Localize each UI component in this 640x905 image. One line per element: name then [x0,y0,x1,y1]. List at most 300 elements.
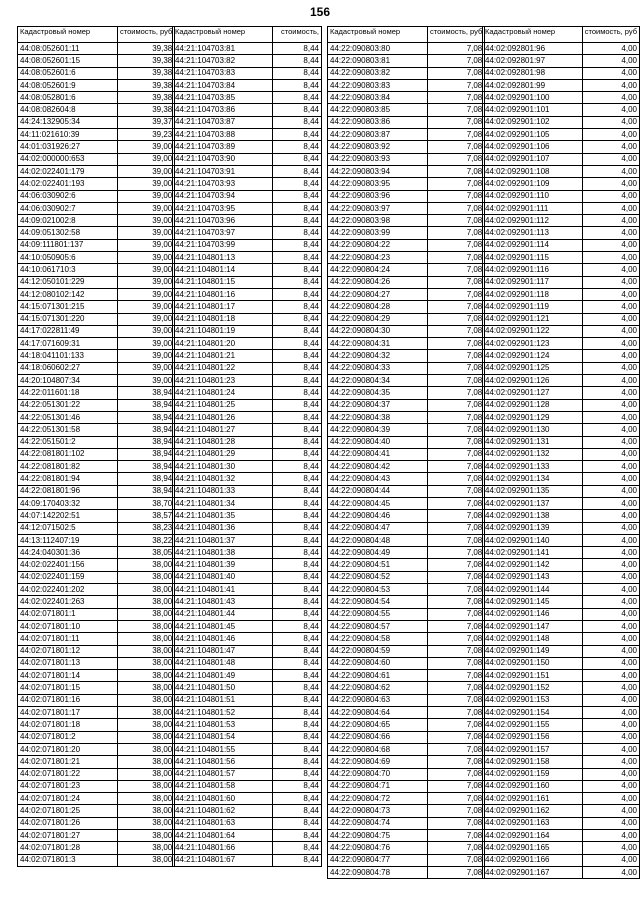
cadastral-number-cell: 44:22:090803:80 [328,43,428,55]
table-row [173,350,322,362]
table-row [483,620,640,632]
cadastral-number-cell: 44:22:090804:46 [328,510,428,522]
header-cadastral-number: Кадастровый номер [18,27,118,43]
cost-cell: 8,44 [273,436,322,448]
table-row [328,375,485,387]
cost-cell: 4,00 [582,55,639,67]
table-row [483,596,640,608]
table-row [483,756,640,768]
cadastral-number-cell: 44:22:090804:73 [328,805,428,817]
table-row [173,79,322,91]
cost-cell: 4,00 [582,325,639,337]
cadastral-number-cell: 44:02:022401:202 [18,584,118,596]
cadastral-number-cell: 44:22:090804:44 [328,485,428,497]
cadastral-number-cell: 44:21:104801:60 [173,793,273,805]
cost-cell: 38,00 [118,805,175,817]
cost-cell: 8,44 [273,215,322,227]
cost-cell: 38,00 [118,842,175,854]
cost-cell: 38,23 [118,522,175,534]
table-row [328,215,485,227]
cost-cell: 8,44 [273,793,322,805]
cost-cell: 7,08 [428,670,485,682]
cost-cell: 38,00 [118,559,175,571]
cost-cell: 8,44 [273,497,322,509]
cost-cell: 4,00 [582,620,639,632]
cadastral-number-cell: 44:22:090804:28 [328,301,428,313]
table-row [173,301,322,313]
table-row [328,780,485,792]
cost-cell: 7,08 [428,116,485,128]
cadastral-number-cell: 44:21:104703:83 [173,67,273,79]
cost-cell: 38,00 [118,854,175,866]
table-row [328,43,485,55]
table-row [328,485,485,497]
table-row [328,178,485,190]
table-row [18,325,175,337]
cost-cell: 8,44 [273,522,322,534]
table-row [173,375,322,387]
table-row [173,682,322,694]
cost-cell: 39,00 [118,362,175,374]
cost-cell: 4,00 [582,104,639,116]
table-row [483,55,640,67]
cost-cell: 8,44 [273,399,322,411]
cost-cell: 4,00 [582,780,639,792]
cadastral-number-cell: 44:22:090804:63 [328,694,428,706]
table-row [483,313,640,325]
cost-cell: 7,08 [428,43,485,55]
cadastral-number-cell: 44:02:092901:152 [483,682,583,694]
table-row [483,276,640,288]
cost-cell: 7,08 [428,485,485,497]
cadastral-number-cell: 44:22:090803:97 [328,202,428,214]
cadastral-number-cell: 44:21:104801:15 [173,276,273,288]
cost-cell: 38,94 [118,411,175,423]
cadastral-number-cell: 44:24:132905:34 [18,116,118,128]
cost-cell: 4,00 [582,657,639,669]
cost-cell: 7,08 [428,313,485,325]
table-row [173,497,322,509]
table-row [328,719,485,731]
cadastral-number-cell: 44:22:011601:18 [18,387,118,399]
table-row [18,608,175,620]
cost-cell: 7,08 [428,756,485,768]
table-row [328,547,485,559]
table-row [173,153,322,165]
table-row [328,608,485,620]
table-row [483,239,640,251]
table-row [18,534,175,546]
cadastral-number-cell: 44:21:104703:90 [173,153,273,165]
cost-cell: 39,00 [118,227,175,239]
cost-cell: 38,00 [118,707,175,719]
cost-cell: 8,44 [273,276,322,288]
table-row [173,707,322,719]
cadastral-number-cell: 44:02:092901:129 [483,411,583,423]
table-row [328,104,485,116]
cadastral-number-cell: 44:22:090804:26 [328,276,428,288]
table-row [328,350,485,362]
header-cadastral-number: Кадастровый номер [328,27,428,43]
cost-cell: 7,08 [428,178,485,190]
cost-cell: 4,00 [582,448,639,460]
cost-cell: 4,00 [582,116,639,128]
cadastral-number-cell: 44:02:071801:1 [18,608,118,620]
cadastral-number-cell: 44:22:090804:31 [328,338,428,350]
cadastral-number-cell: 44:22:090803:98 [328,215,428,227]
cadastral-number-cell: 44:22:081801:96 [18,485,118,497]
cost-cell: 38,00 [118,830,175,842]
cost-cell: 4,00 [582,645,639,657]
cost-cell: 39,00 [118,239,175,251]
table-row [173,805,322,817]
cost-cell: 8,44 [273,92,322,104]
header-cadastral-number: Кадастровый номер [483,27,583,43]
cadastral-number-cell: 44:02:092901:137 [483,497,583,509]
table-row [483,608,640,620]
cadastral-number-cell: 44:08:052601:9 [18,79,118,91]
cadastral-number-cell: 44:21:104801:48 [173,657,273,669]
cost-cell: 38,00 [118,657,175,669]
cost-cell: 4,00 [582,387,639,399]
table-row [173,239,322,251]
cost-cell: 38,00 [118,731,175,743]
cadastral-number-cell: 44:21:104703:96 [173,215,273,227]
cost-cell: 8,44 [273,129,322,141]
cadastral-number-cell: 44:02:092901:144 [483,584,583,596]
cost-cell: 4,00 [582,670,639,682]
cadastral-number-cell: 44:21:104801:55 [173,743,273,755]
cost-cell: 7,08 [428,411,485,423]
table-row [173,854,322,866]
cost-cell: 38,00 [118,608,175,620]
table-row [328,768,485,780]
table-row [18,43,175,55]
page-number: 156 [309,5,331,19]
table-row [173,264,322,276]
cadastral-number-cell: 44:02:071801:16 [18,694,118,706]
table-row [173,461,322,473]
cost-cell: 8,44 [273,448,322,460]
table-row [18,461,175,473]
cost-cell: 7,08 [428,707,485,719]
table-row [328,830,485,842]
cadastral-number-cell: 44:22:090804:23 [328,252,428,264]
cadastral-number-cell: 44:02:092901:113 [483,227,583,239]
cadastral-number-cell: 44:02:092901:155 [483,719,583,731]
cost-cell: 4,00 [582,227,639,239]
cost-cell: 8,44 [273,104,322,116]
cadastral-number-cell: 44:02:092901:125 [483,362,583,374]
cadastral-number-cell: 44:02:092901:164 [483,830,583,842]
cadastral-number-cell: 44:02:092901:167 [483,866,583,878]
table-row [173,387,322,399]
table-row [483,227,640,239]
table-row [18,424,175,436]
table-row [18,202,175,214]
cost-cell: 39,38 [118,43,175,55]
cadastral-number-cell: 44:02:092901:114 [483,239,583,251]
table-row [483,534,640,546]
cadastral-number-cell: 44:02:092901:143 [483,571,583,583]
cadastral-number-cell: 44:22:081801:102 [18,448,118,460]
cadastral-number-cell: 44:22:090804:49 [328,547,428,559]
table-row [173,756,322,768]
cost-cell: 4,00 [582,768,639,780]
cost-cell: 8,44 [273,190,322,202]
cadastral-number-cell: 44:22:090804:22 [328,239,428,251]
cadastral-number-cell: 44:09:111801:137 [18,239,118,251]
table-row [173,276,322,288]
cost-cell: 8,44 [273,620,322,632]
table-row [173,252,322,264]
table-row [173,473,322,485]
table-row [18,313,175,325]
cost-cell: 39,38 [118,67,175,79]
table-row [328,55,485,67]
table-row [328,92,485,104]
cadastral-number-cell: 44:21:104801:25 [173,399,273,411]
table-row [328,805,485,817]
cost-cell: 38,00 [118,633,175,645]
table-row [173,842,322,854]
table-row [328,252,485,264]
cadastral-number-cell: 44:02:092901:106 [483,141,583,153]
cadastral-number-cell: 44:22:090803:92 [328,141,428,153]
table-row [173,190,322,202]
cost-cell: 39,00 [118,264,175,276]
cost-cell: 4,00 [582,399,639,411]
table-row [483,559,640,571]
cadastral-number-cell: 44:22:090804:78 [328,866,428,878]
cadastral-number-cell: 44:22:090804:29 [328,313,428,325]
cost-cell: 7,08 [428,473,485,485]
cost-cell: 8,44 [273,375,322,387]
table-row [483,854,640,866]
cost-cell: 38,00 [118,817,175,829]
cost-cell: 7,08 [428,817,485,829]
cadastral-number-cell: 44:02:071801:18 [18,719,118,731]
cost-cell: 7,08 [428,375,485,387]
cost-cell: 8,44 [273,682,322,694]
table-row [483,830,640,842]
cadastral-number-cell: 44:22:090804:71 [328,780,428,792]
cadastral-number-cell: 44:02:092901:110 [483,190,583,202]
cadastral-number-cell: 44:22:090803:96 [328,190,428,202]
cadastral-number-cell: 44:22:090803:85 [328,104,428,116]
cadastral-number-cell: 44:21:104801:13 [173,252,273,264]
table-row [18,584,175,596]
cost-cell: 39,00 [118,252,175,264]
table-row [328,707,485,719]
cadastral-number-cell: 44:21:104703:89 [173,141,273,153]
cadastral-number-cell: 44:22:090804:35 [328,387,428,399]
cost-cell: 8,44 [273,510,322,522]
table-row [483,141,640,153]
cadastral-number-cell: 44:21:104703:95 [173,202,273,214]
table-row [18,399,175,411]
table-row [18,719,175,731]
cadastral-number-cell: 44:22:090803:83 [328,79,428,91]
table-row [328,338,485,350]
cost-cell: 7,08 [428,362,485,374]
cost-cell: 7,08 [428,350,485,362]
table-row [483,190,640,202]
cadastral-number-cell: 44:06:030902:7 [18,202,118,214]
table-row [173,670,322,682]
cadastral-number-cell: 44:02:092901:116 [483,264,583,276]
cadastral-number-cell: 44:22:090804:33 [328,362,428,374]
cadastral-number-cell: 44:21:104801:17 [173,301,273,313]
table-row [173,731,322,743]
table-row [328,399,485,411]
cadastral-number-cell: 44:02:092801:96 [483,43,583,55]
table-row [18,793,175,805]
table-row [328,510,485,522]
cost-cell: 8,44 [273,707,322,719]
cost-cell: 7,08 [428,830,485,842]
cost-cell: 8,44 [273,178,322,190]
table-row [18,559,175,571]
cost-cell: 4,00 [582,473,639,485]
cadastral-number-cell: 44:02:071801:20 [18,743,118,755]
cost-cell: 8,44 [273,596,322,608]
cost-cell: 7,08 [428,596,485,608]
table-row [483,793,640,805]
table-row [328,743,485,755]
cadastral-number-cell: 44:02:092801:99 [483,79,583,91]
cost-cell: 39,00 [118,338,175,350]
table-row [173,116,322,128]
cadastral-number-cell: 44:21:104801:32 [173,473,273,485]
cost-cell: 4,00 [582,313,639,325]
cost-cell: 38,94 [118,448,175,460]
cadastral-number-cell: 44:02:071801:15 [18,682,118,694]
cost-cell: 7,08 [428,780,485,792]
table-row [173,325,322,337]
cadastral-number-cell: 44:22:090804:60 [328,657,428,669]
cost-cell: 7,08 [428,559,485,571]
cadastral-number-cell: 44:21:104801:24 [173,387,273,399]
cadastral-number-cell: 44:21:104801:18 [173,313,273,325]
cost-cell: 4,00 [582,141,639,153]
cost-cell: 39,38 [118,92,175,104]
cost-cell: 8,44 [273,239,322,251]
table-row [483,743,640,755]
cost-cell: 7,08 [428,301,485,313]
cadastral-number-cell: 44:21:104801:30 [173,461,273,473]
cadastral-number-cell: 44:09:170403:32 [18,497,118,509]
cost-cell: 39,37 [118,116,175,128]
table-row [483,510,640,522]
cost-cell: 7,08 [428,510,485,522]
cadastral-number-cell: 44:12:050101:229 [18,276,118,288]
cost-cell: 7,08 [428,276,485,288]
cost-cell: 8,44 [273,461,322,473]
cadastral-number-cell: 44:22:090804:45 [328,497,428,509]
cost-cell: 4,00 [582,190,639,202]
cost-cell: 8,44 [273,288,322,300]
cadastral-number-cell: 44:22:090804:41 [328,448,428,460]
cost-cell: 7,08 [428,424,485,436]
cadastral-number-cell: 44:09:051302:58 [18,227,118,239]
cadastral-number-cell: 44:02:092801:98 [483,67,583,79]
cadastral-number-cell: 44:02:092901:149 [483,645,583,657]
cadastral-number-cell: 44:21:104703:82 [173,55,273,67]
cadastral-number-cell: 44:22:090804:76 [328,842,428,854]
table-row [328,670,485,682]
cadastral-number-cell: 44:02:092901:135 [483,485,583,497]
cadastral-number-cell: 44:21:104703:93 [173,178,273,190]
table-row [18,92,175,104]
table-row [483,780,640,792]
cadastral-number-cell: 44:12:071502:5 [18,522,118,534]
table-row [483,866,640,878]
cadastral-number-cell: 44:22:090804:48 [328,534,428,546]
table-row [18,830,175,842]
cadastral-number-cell: 44:02:092901:109 [483,178,583,190]
cadastral-number-cell: 44:02:092901:119 [483,301,583,313]
cadastral-number-cell: 44:02:071801:17 [18,707,118,719]
cost-cell: 8,44 [273,252,322,264]
table-row [483,67,640,79]
table-row [328,620,485,632]
table-row [328,153,485,165]
cost-cell: 8,44 [273,719,322,731]
cost-cell: 4,00 [582,92,639,104]
table-row [328,190,485,202]
cost-cell: 4,00 [582,288,639,300]
table-row [483,817,640,829]
cadastral-number-cell: 44:22:090804:66 [328,731,428,743]
cost-cell: 39,00 [118,301,175,313]
cadastral-number-cell: 44:21:104703:87 [173,116,273,128]
cost-cell: 39,00 [118,202,175,214]
table-row [328,165,485,177]
cadastral-number-cell: 44:22:090804:55 [328,608,428,620]
cost-cell: 7,08 [428,338,485,350]
cadastral-number-cell: 44:22:090803:95 [328,178,428,190]
cadastral-number-cell: 44:07:142202:51 [18,510,118,522]
cadastral-number-cell: 44:02:092801:97 [483,55,583,67]
cost-cell: 38,94 [118,399,175,411]
cadastral-number-cell: 44:22:090804:42 [328,461,428,473]
cost-cell: 8,44 [273,842,322,854]
cost-cell: 7,08 [428,92,485,104]
table-row [18,854,175,866]
cadastral-number-cell: 44:02:092901:146 [483,608,583,620]
cost-cell: 38,94 [118,436,175,448]
cost-cell: 7,08 [428,239,485,251]
table-row [328,141,485,153]
table-row [18,448,175,460]
table-row [173,534,322,546]
cadastral-number-cell: 44:21:104801:22 [173,362,273,374]
cost-cell: 8,44 [273,645,322,657]
cost-cell: 39,00 [118,190,175,202]
table-row [18,338,175,350]
cadastral-number-cell: 44:02:092901:139 [483,522,583,534]
cadastral-number-cell: 44:02:092901:131 [483,436,583,448]
cost-cell: 7,08 [428,448,485,460]
table-row [483,387,640,399]
cadastral-number-cell: 44:21:104801:20 [173,338,273,350]
cost-cell: 8,44 [273,817,322,829]
cost-cell: 8,44 [273,657,322,669]
table-row [483,842,640,854]
table-row [483,202,640,214]
cadastral-number-cell: 44:21:104703:94 [173,190,273,202]
